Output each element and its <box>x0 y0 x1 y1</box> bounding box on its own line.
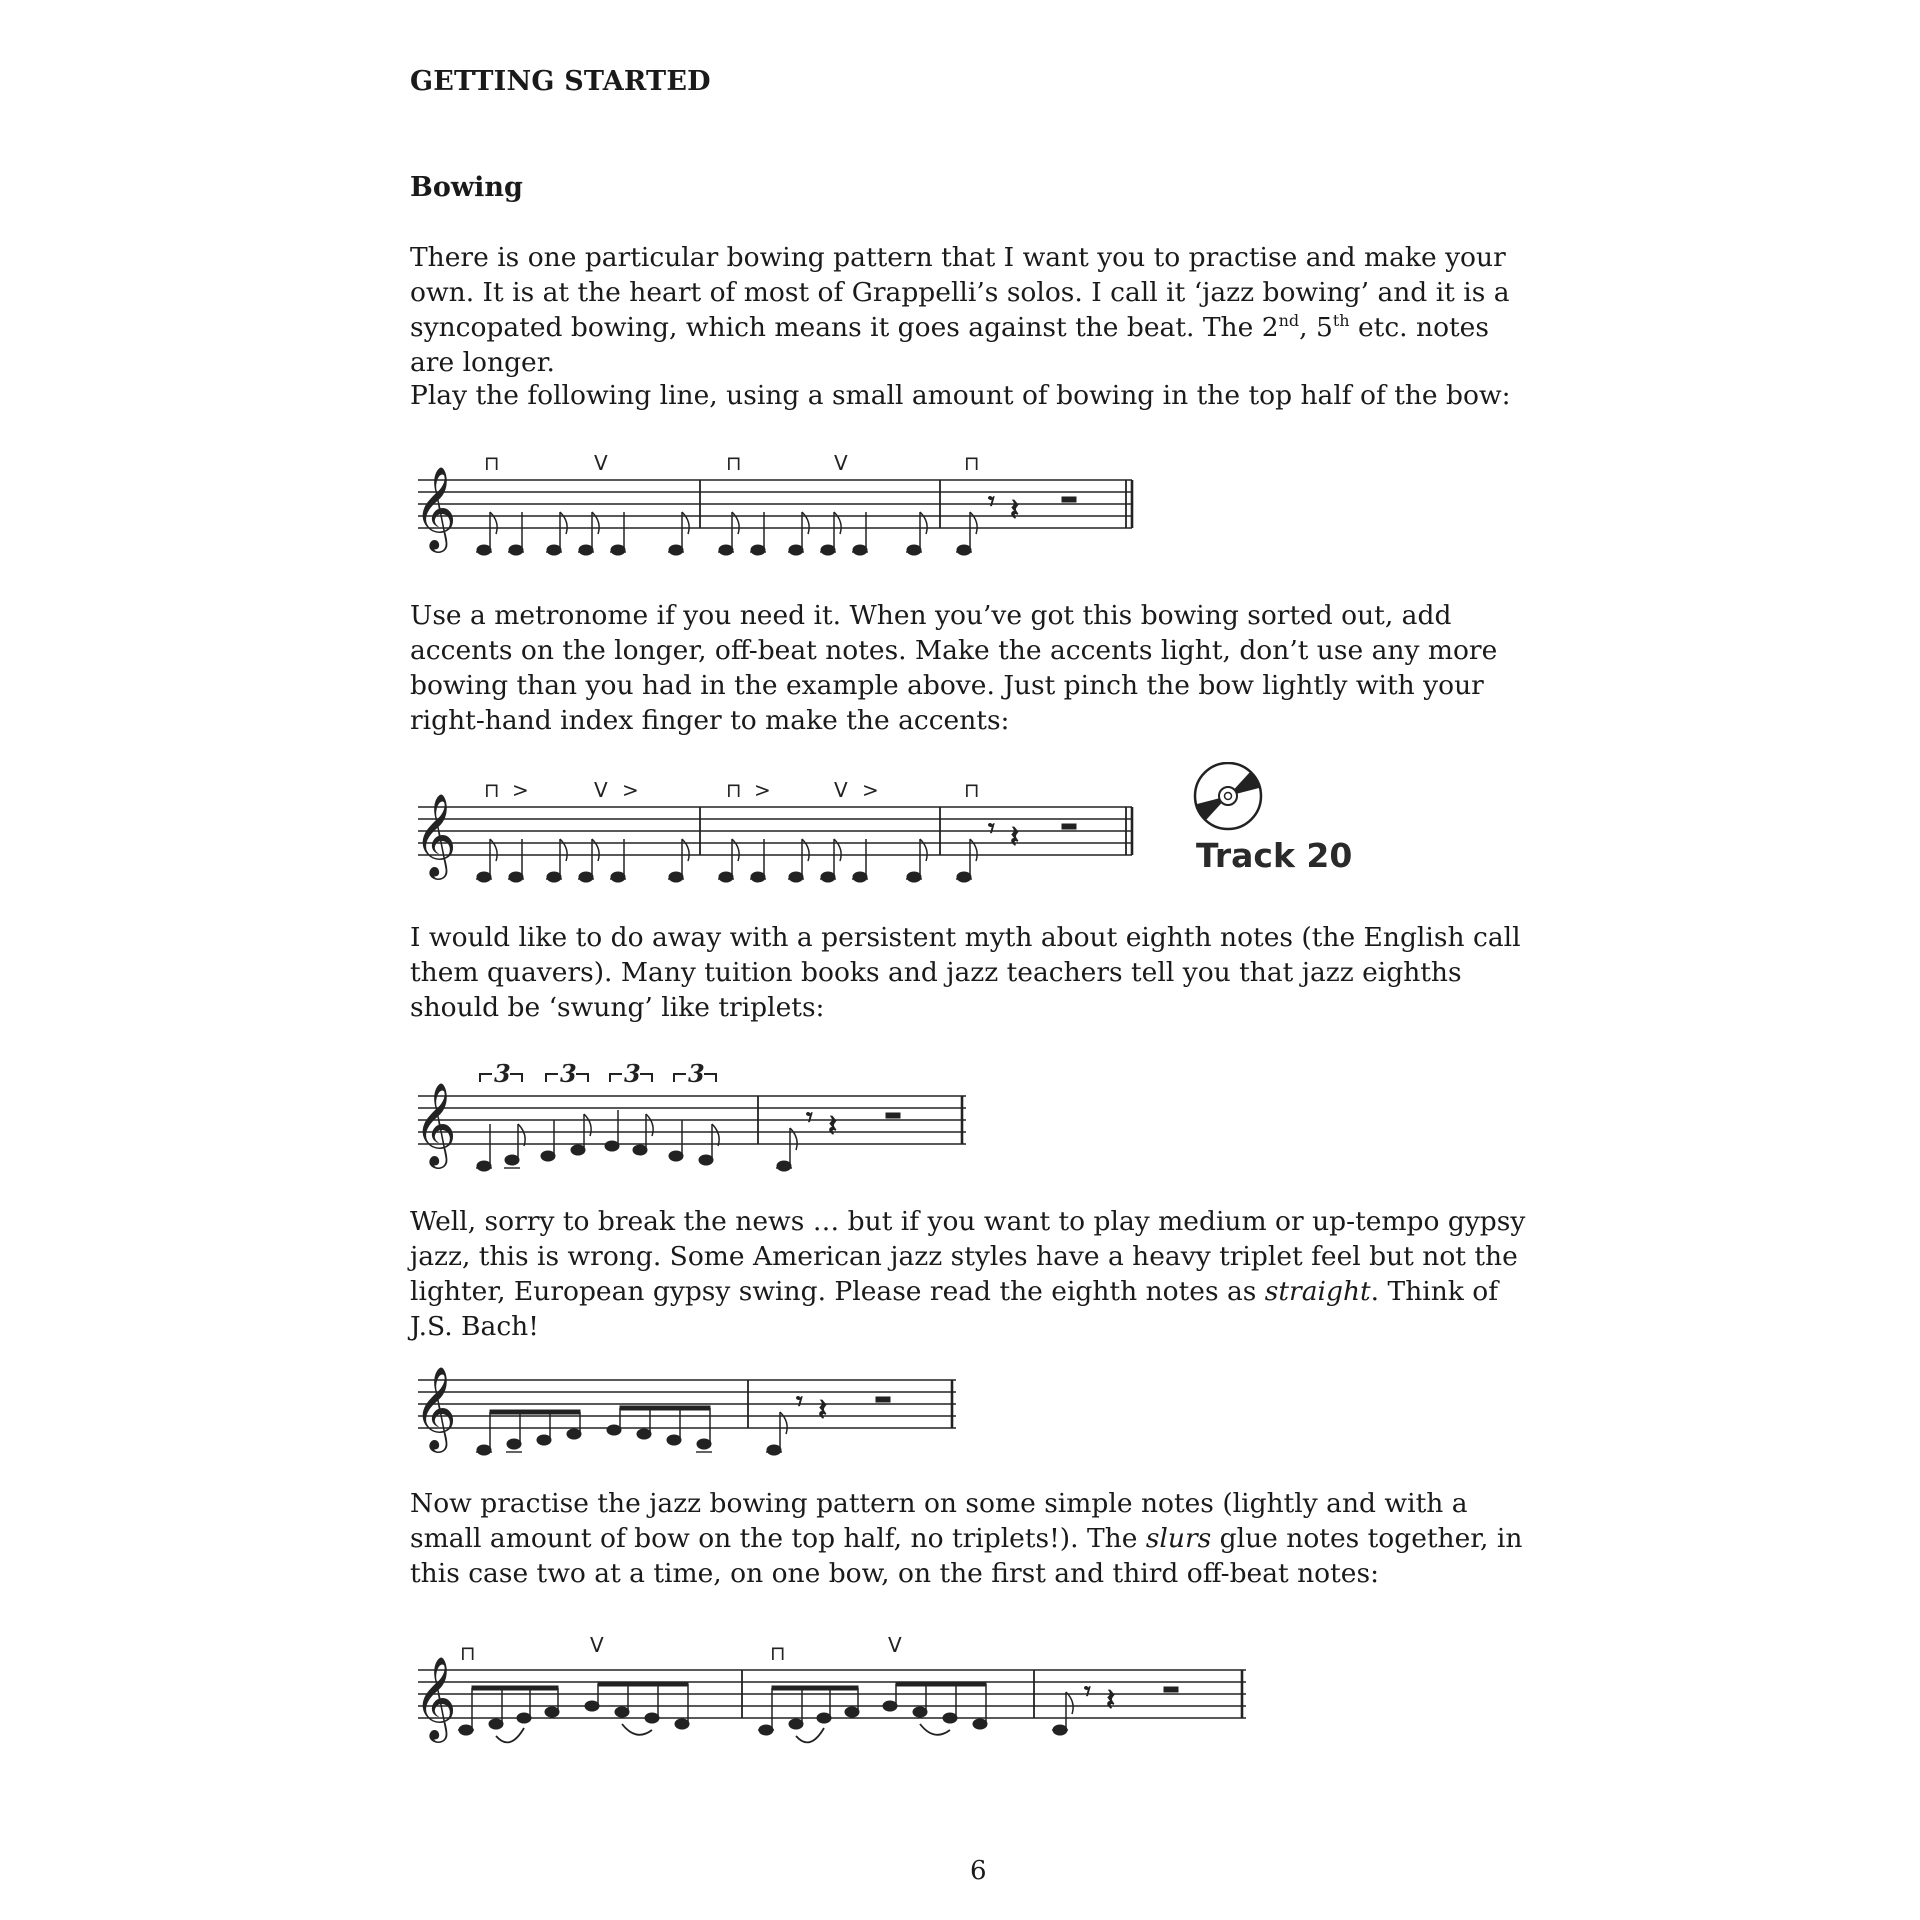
svg-text:𝄽: 𝄽 <box>1010 820 1020 855</box>
up-bow-icon: V <box>834 451 848 475</box>
paragraph-text: . Think of J.S. Bach! <box>410 1276 1499 1342</box>
up-bow-icon: V <box>594 451 608 475</box>
svg-text:3: 3 <box>560 1059 577 1088</box>
notes-group <box>476 487 1076 555</box>
paragraph-text: glue notes together, in this case two at a time, on one bow, on the first and third off-beat notes: <box>410 1523 1523 1589</box>
down-bow-icon: ⊓ <box>964 451 980 475</box>
treble-clef-icon: 𝄞 <box>414 792 457 876</box>
svg-text:3: 3 <box>494 1059 511 1088</box>
emphasis-text: slurs <box>1145 1523 1212 1554</box>
svg-text:3: 3 <box>688 1059 705 1088</box>
paragraph-text: etc. notes are longer. <box>410 312 1489 378</box>
staff-lines <box>418 480 1132 528</box>
down-bow-icon: ⊓ <box>726 451 742 475</box>
bowing-marks <box>484 778 980 802</box>
accent-icon: > <box>754 778 771 802</box>
page-number: 6 <box>970 1856 987 1886</box>
svg-text:𝄾: 𝄾 <box>988 487 995 517</box>
music-example-3 <box>400 1056 980 1186</box>
paragraph-intro <box>410 240 1540 380</box>
staff-lines <box>418 1380 956 1428</box>
paragraph-myth: I would like to do away with a persistent myth about eighth notes (the English call them quavers). Many tuition books and jazz teachers tell you that jazz eighths should be ‘swung’ like triplets: <box>410 922 1521 1023</box>
down-bow-icon: ⊓ <box>484 778 500 802</box>
up-bow-icon: V <box>590 1633 604 1657</box>
accent-icon: > <box>862 778 879 802</box>
paragraph-text: Now practise the jazz bowing pattern on some simple notes (lightly and with a small amount of bow on the top half, no triplets!). The <box>410 1488 1468 1554</box>
down-bow-icon: ⊓ <box>726 778 742 802</box>
bowing-marks <box>484 451 980 475</box>
accent-icon: > <box>512 778 529 802</box>
staff-lines <box>418 1096 966 1144</box>
svg-text:𝄾: 𝄾 <box>1084 1677 1091 1707</box>
svg-text:𝄽: 𝄽 <box>1106 1683 1116 1718</box>
paragraph-accents: Use a metronome if you need it. When you’ve got this bowing sorted out, add accents on the longer, off-beat notes. Make the accents light, don’t use any more bowing than you had in the example above. Just pinch the bow lightly with your right-hand index finger to make the accents: <box>410 600 1498 736</box>
up-bow-icon: V <box>594 778 608 802</box>
triplet-brackets <box>480 1074 716 1082</box>
down-bow-icon: ⊓ <box>770 1641 786 1665</box>
track-label: Track 20 <box>1196 836 1353 875</box>
svg-text:𝄾: 𝄾 <box>988 814 995 844</box>
paragraph-text: , 5 <box>1299 312 1333 343</box>
paragraph-text: There is one particular bowing pattern that I want you to practise and make your own. It is at the heart of most of Grappelli’s solos. I call it ‘jazz bowing’ and it is a syncopated bowing, which means it goes against the beat. The 2 <box>410 242 1510 343</box>
svg-text:𝄽: 𝄽 <box>828 1109 838 1144</box>
paragraph-text: Well, sorry to break the news … but if you want to play medium or up-tempo gypsy jazz, this is wrong. Some American jazz styles have a heavy triplet feel but not the lighter, European gypsy swing. Please read the eighth notes as <box>410 1206 1526 1307</box>
down-bow-icon: ⊓ <box>964 778 980 802</box>
svg-text:𝄽: 𝄽 <box>818 1393 828 1428</box>
music-example-4 <box>400 1340 980 1470</box>
treble-clef-icon: 𝄞 <box>414 1081 457 1165</box>
subheading-bowing: Bowing <box>410 172 523 203</box>
music-example-2 <box>400 767 1160 897</box>
superscript: nd <box>1278 311 1300 331</box>
svg-text:3: 3 <box>624 1059 641 1088</box>
svg-text:𝄾: 𝄾 <box>806 1103 813 1133</box>
down-bow-icon: ⊓ <box>484 451 500 475</box>
up-bow-icon: V <box>888 1633 902 1657</box>
up-bow-icon: V <box>834 778 848 802</box>
music-example-1 <box>400 440 1160 570</box>
paragraph-instruction: Play the following line, using a small amount of bowing in the top half of the bow: <box>410 380 1511 411</box>
svg-text:𝄾: 𝄾 <box>796 1387 803 1417</box>
paragraph-straight <box>410 1204 1540 1344</box>
superscript: th <box>1332 311 1350 331</box>
notes-group <box>476 814 1076 882</box>
treble-clef-icon: 𝄞 <box>414 1365 457 1449</box>
svg-text:𝄽: 𝄽 <box>1010 493 1020 528</box>
staff-lines <box>418 1670 1246 1718</box>
bowing-marks <box>460 1633 902 1665</box>
notes-group <box>476 1387 890 1455</box>
emphasis-text: straight <box>1264 1276 1371 1307</box>
section-title: GETTING STARTED <box>410 66 711 97</box>
staff-lines <box>418 807 1132 855</box>
slur-marks <box>496 1724 950 1742</box>
music-example-5 <box>400 1630 1260 1760</box>
paragraph-slurs <box>410 1486 1540 1591</box>
treble-clef-icon: 𝄞 <box>414 465 457 549</box>
accent-icon: > <box>622 778 639 802</box>
down-bow-icon: ⊓ <box>460 1641 476 1665</box>
treble-clef-icon: 𝄞 <box>414 1655 457 1739</box>
notes-group <box>476 1103 900 1171</box>
